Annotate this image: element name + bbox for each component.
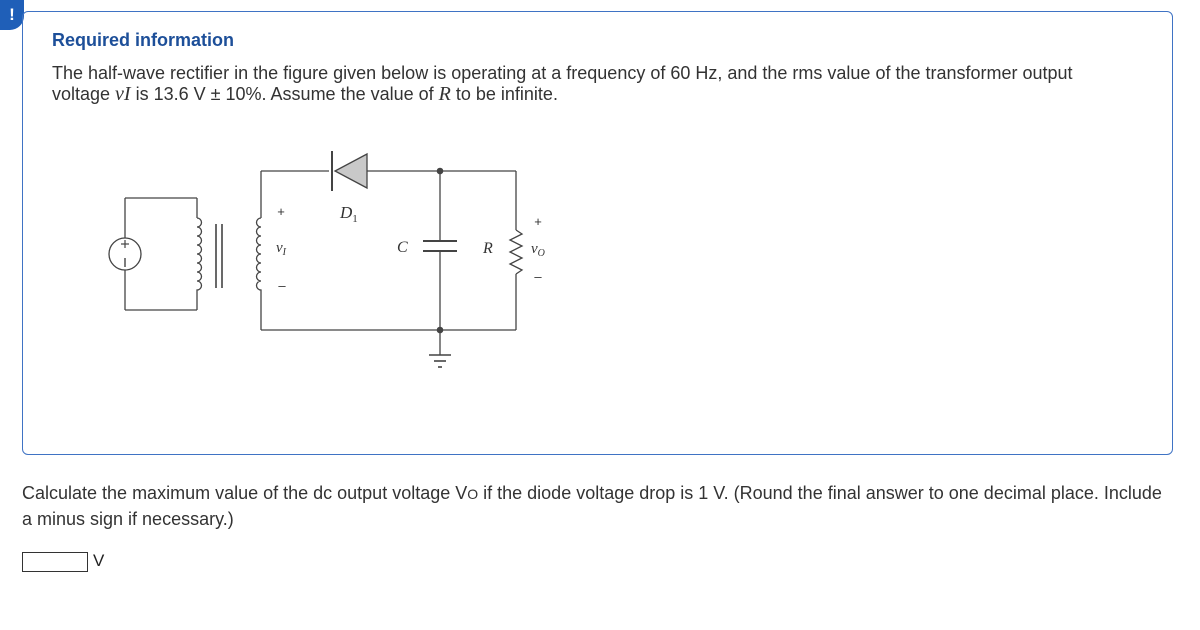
info-text-part1: The half-wave rectifier in the figure given below is operating at a frequency of 60 Hz, and the rms value of the transformer output voltage	[52, 63, 1073, 104]
junction-dot-bottom	[437, 327, 444, 334]
answer-unit-label: V	[93, 551, 105, 570]
vo-minus-label: –	[534, 269, 542, 284]
half-wave-rectifier-circuit	[95, 140, 575, 380]
r-symbol: R	[438, 83, 451, 105]
resistor-label: R	[483, 240, 493, 257]
info-description	[52, 63, 1122, 105]
junction-dot-top	[437, 168, 444, 175]
info-text-part3: to be infinite.	[450, 84, 558, 104]
vo-subscript: O	[467, 486, 479, 502]
vi-symbol: vI	[115, 83, 131, 105]
info-title: Required information	[52, 30, 235, 50]
vi-minus-label: –	[278, 278, 286, 293]
vo-label: $v_O$	[531, 241, 545, 259]
diode-icon	[332, 151, 367, 191]
diode-label: $D_1$	[340, 203, 358, 225]
alert-icon	[0, 0, 24, 30]
info-text-part2: is 13.6 V ± 10%. Assume the value of	[130, 84, 439, 104]
answer-input[interactable]	[22, 552, 88, 572]
exclamation-icon: !	[9, 5, 15, 24]
vo-plus-label: +	[534, 214, 542, 229]
ac-source-icon	[109, 238, 141, 270]
vi-plus-label: +	[277, 204, 285, 219]
capacitor-label: C	[397, 239, 408, 256]
vi-label: $v_I$	[276, 240, 287, 258]
question-text: Calculate the maximum value of the dc output voltage VO if the diode voltage drop is 1 V. (Round the final answer to one decimal place. Include a minus sign if necessary.)	[22, 483, 1162, 529]
